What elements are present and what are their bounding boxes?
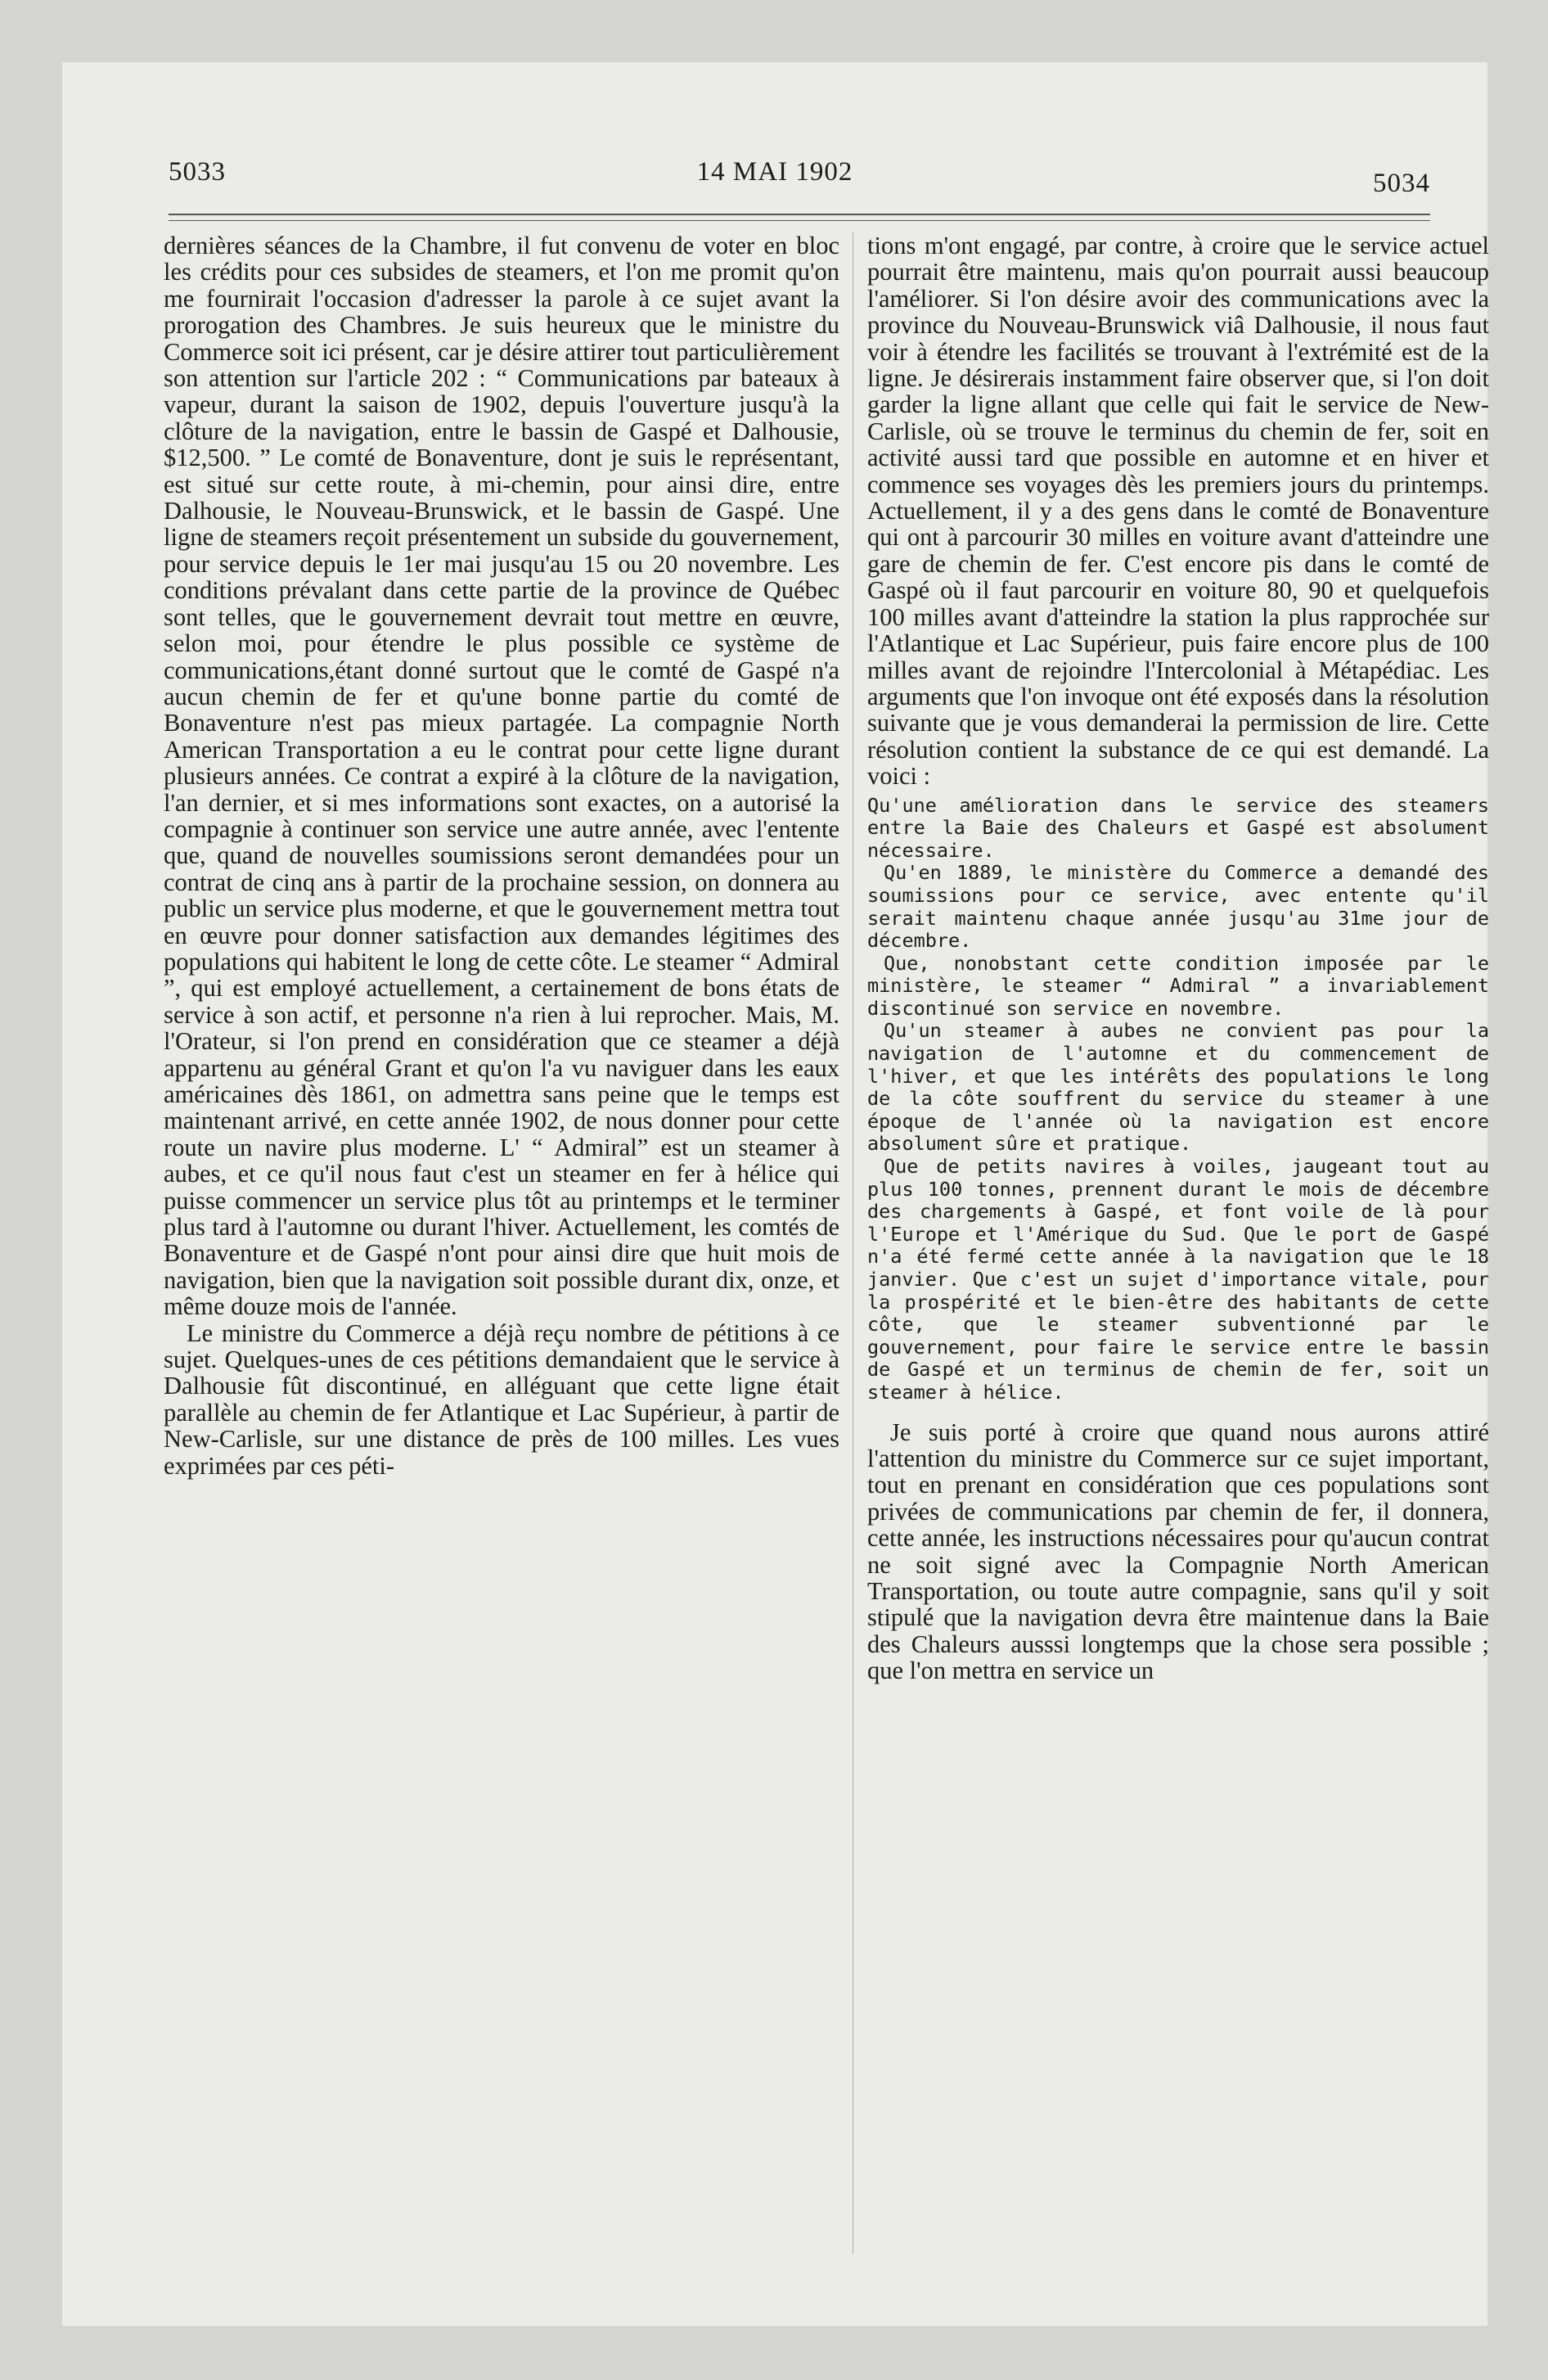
header-rule [169,214,1430,215]
resolution-clause: Qu'en 1889, le ministère du Commerce a demandé des soumissions pour ce service, avec entente qu'il serait maintenu chaque année jusqu'au 31me jour de décembre. [867,861,1489,953]
resolution-clause: Que, nonobstant cette condition imposée par le ministère, le steamer “ Admiral ” a invariablement discontinué son service en novembre. [867,951,1489,1020]
resolution-clause: Que de petits navires à voiles, jaugeant tout au plus 100 tonnes, prennent durant le mois de décembre des chargements à Gaspé, et font voile de là pour l'Europe et l'Amérique du Sud. Que le port de Gaspé n'a été fermé cette année à la navigation que le 18 janvier. Que c'est un sujet d'importance vitale, pour la prospérité et le bien-être des habitants de cette côte, que le steamer subventionné par le gouvernement, pour faire le service entre le bassin de Gaspé et un terminus de chemin de fer, soit un steamer à hélice. [867,1155,1489,1404]
body-paragraph: dernières séances de la Chambre, il fut convenu de voter en bloc les crédits pour ces subsides de steamers, et l'on me promit qu'on me fournirait l'occasion d'adresser la parole à ce sujet avant la prorogation des Chambres. Je suis heureux que le ministre du Commerce soit ici présent, car je désire attirer tout particulièrement son attention sur l'article 202 : “ Communications par bateaux à vapeur, durant la saison de 1902, depuis l'ouverture jusqu'à la clôture de la navigation, entre le bassin de Gaspé et Dalhousie, $12,500. ” Le comté de Bonaventure, dont je suis le représentant, est situé sur cette route, à mi-chemin, pour ainsi dire, entre Dalhousie, le Nouveau-Brunswick, et le bassin de Gaspé. Une ligne de steamers reçoit présentement un subside du gouvernement, pour service depuis le 1er mai jusqu'au 15 ou 20 novembre. Les conditions prévalant dans cette partie de la province de Québec sont telles, que le gouvernement devrait tout mettre en œuvre, selon moi, pour étendre le plus possible ce système de communications,étant donné surtout que le comté de Gaspé n'a aucun chemin de fer et qu'une bonne partie du comté de Bonaventure n'est pas mieux partagée. La compagnie North American Transportation a eu le contrat pour cette ligne durant plusieurs années. Ce contrat a expiré à la clôture de la navigation, l'an dernier, et si mes informations sont exactes, on a autorisé la compagnie à continuer son service une autre année, avec l'entente que, quand de nouvelles soumissions seront demandées pour un contrat de cinq ans à partir de la prochaine session, on donnera au public un service plus moderne, et que le gouvernement mettra tout en œuvre pour donner satisfaction aux demandes légitimes des populations qui habitent le long de cette côte. Le steamer “ Admiral ”, qui est employé actuellement, a certainement de bons états de service à son actif, et personne n'a rien à lui reprocher. Mais, M. l'Orateur, si l'on prend en considération que ce steamer a déjà appartenu au général Grant et qu'on l'a vu naviguer dans les eaux américaines dès 1861, on admettra sans peine que le temps est maintenant arrivé, en cette année 1902, de nous donner pour cette route un navire plus moderne. L' “ Admiral” est un steamer à aubes, et ce qu'il nous faut c'est un steamer en fer à hélice qui puisse commencer un service plus tôt au printemps et le terminer plus tard à l'automne ou durant l'hiver. Actuellement, les comtés de Bonaventure et de Gaspé n'ont pour ainsi dire que huit mois de navigation, bien que la navigation soit possible durant dix, onze, et même douze mois de l'année. [164,232,839,1321]
resolution-quote [867,795,1489,1404]
page-number-right: 5034 [1373,169,1430,198]
header-rule-thin [169,220,1430,221]
page-header [62,157,1487,198]
document-page [62,62,1487,2326]
resolution-clause: Qu'une amélioration dans le service des steamers entre la Baie des Chaleurs et Gaspé est absolument nécessaire. [867,793,1489,862]
header-date: 14 MAI 1902 [696,157,853,187]
resolution-clause: Qu'un steamer à aubes ne convient pas pour la navigation de l'automne et du commencement de l'hiver, et que les intérêts des populations le long de la côte souffrent du service du steamer à une époque de l'année où la navigation est encore absolument sûre et pratique. [867,1019,1489,1156]
left-column [164,232,839,2254]
body-paragraph: Je suis porté à croire que quand nous aurons attiré l'attention du ministre du Commerce sur ce sujet important, tout en prenant en considération que ces populations sont privées de communications par chemin de fer, il donnera, cette année, les instructions nécessaires pour qu'aucun contrat ne soit signé avec la Compagnie North American Transportation, ou toute autre compagnie, sans qu'il y soit stipulé que la navigation devra être maintenue dans la Baie des Chaleurs ausssi longtemps que la chose sera possible ; que l'on mettra en service un [867,1418,1489,1685]
right-column [867,232,1489,2254]
body-paragraph: tions m'ont engagé, par contre, à croire que le service actuel pourrait être maintenu, mais qu'on pourrait aussi beaucoup l'améliorer. Si l'on désire avoir des communications avec la province du Nouveau-Brunswick viâ Dalhousie, il nous faut voir à étendre les facilités se trouvant à l'extrémité est de la ligne. Je désirerais instamment faire observer que, si l'on doit garder la ligne allant que celle qui fait le service de New-Carlisle, où se trouve le terminus du chemin de fer, soit en activité aussi tard que possible en automne et en hiver et commence ses voyages dès les premiers jours du printemps. Actuellement, il y a des gens dans le comté de Bonaventure qui ont à parcourir 30 milles en voiture avant d'atteindre une gare de chemin de fer. C'est encore pis dans le comté de Gaspé où il faut parcourir en voiture 80, 90 et quelquefois 100 milles avant d'atteindre la station la plus rapprochée sur l'Atlantique et Lac Supérieur, puis faire encore plus de 100 milles avant de rejoindre l'Intercolonial à Métapédiac. Les arguments que l'on invoque ont été exposés dans la résolution suivante que je vous demanderai la permission de lire. Cette résolution contient la substance de ce qui est demandé. La voici : [867,232,1489,791]
page-number-left: 5033 [169,157,226,187]
body-paragraph: Le ministre du Commerce a déjà reçu nombre de pétitions à ce sujet. Quelques-unes de ces pétitions demandaient que le service à Dalhousie fût discontinué, en alléguant que cette ligne était parallèle au chemin de fer Atlantique et Lac Supérieur, à partir de New-Carlisle, sur une distance de près de 100 milles. Les vues exprimées par ces péti- [164,1318,839,1480]
